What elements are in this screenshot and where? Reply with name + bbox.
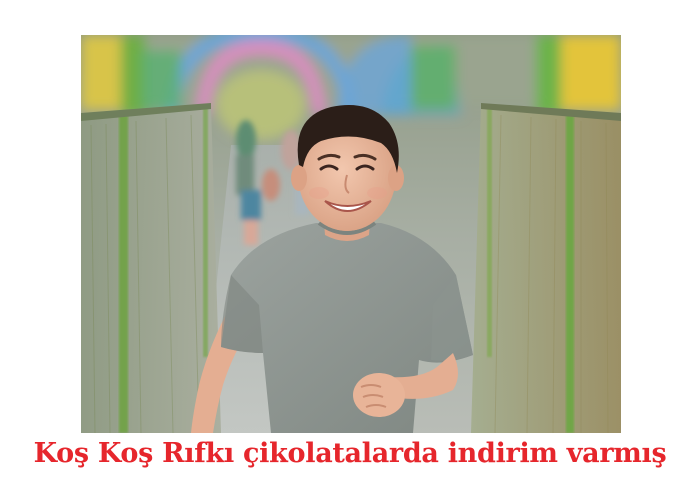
right-railing [471,103,621,433]
boy-running-photo [81,35,621,433]
caption: Koş Koş Rıfkı çikolatalarda indirim varmış [33,438,667,469]
photo [81,35,621,433]
